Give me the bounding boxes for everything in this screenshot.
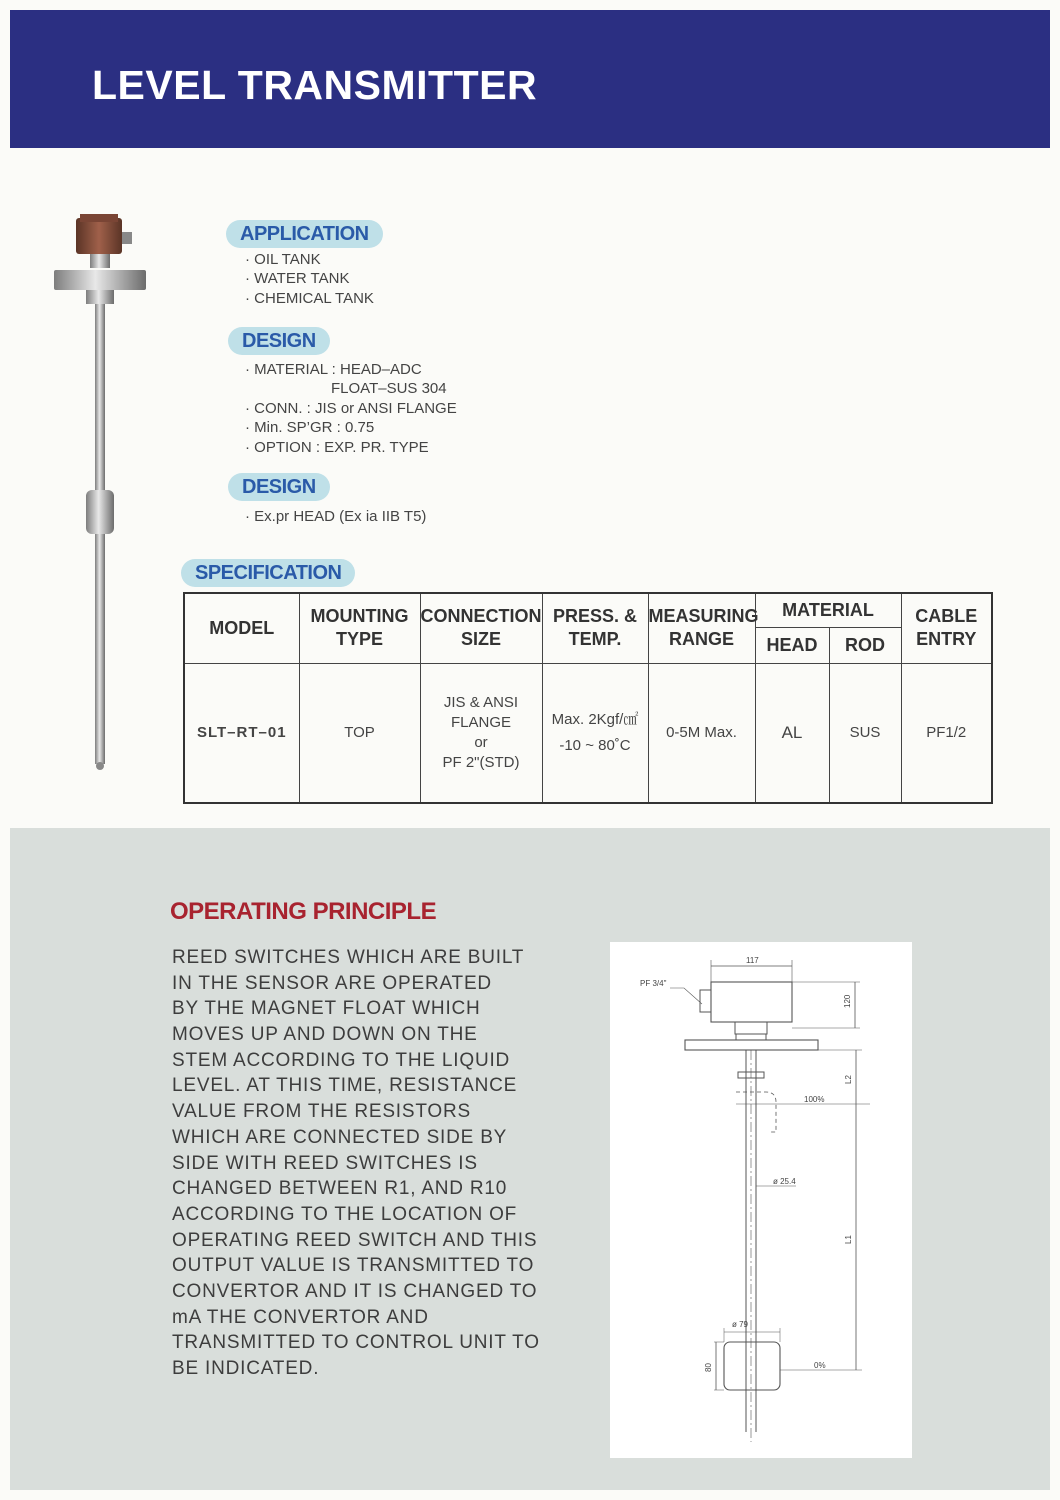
header-measuring-range <box>648 593 759 663</box>
text-line: LEVEL. AT THIS TIME, RESISTANCE <box>172 1075 518 1097</box>
application-list <box>245 250 374 308</box>
dim-head: 120 <box>843 994 852 1008</box>
text-line: SIDE WITH REED SWITCHES IS <box>172 1152 478 1174</box>
design-label: DESIGN <box>228 327 330 355</box>
drawing-svg <box>610 942 912 1458</box>
text-line: OUTPUT VALUE IS TRANSMITTED TO <box>172 1255 535 1277</box>
cell-model: SLT–RT–01 <box>184 663 299 803</box>
list-item: · OPTION : EXP. PR. TYPE <box>245 438 429 456</box>
header-line: TYPE <box>335 629 383 650</box>
text-line: VALUE FROM THE RESISTORS <box>172 1101 471 1123</box>
cell-line: JIS & ANSI <box>443 693 519 711</box>
text-line: REED SWITCHES WHICH ARE BUILT <box>172 947 525 968</box>
header-model: MODEL <box>184 593 299 663</box>
level-full-label: 100% <box>804 1095 825 1104</box>
dim-l2: L2 <box>844 1075 853 1084</box>
header-press-temp <box>542 593 648 663</box>
text-line: CONVERTOR AND IT IS CHANGED TO <box>172 1280 538 1302</box>
header-rod: ROD <box>829 627 901 663</box>
header-line: PRESS. & <box>552 606 638 627</box>
header-head: HEAD <box>755 627 829 663</box>
text-line: CHANGED BETWEEN R1, AND R10 <box>172 1178 508 1200</box>
list-item: · CONN. : JIS or ANSI FLANGE <box>245 399 457 417</box>
text-line: OPERATING REED SWITCH AND THIS <box>172 1229 538 1251</box>
cell-line: PF 2"(STD) <box>442 753 520 771</box>
list-item: · CHEMICAL TANK <box>245 289 374 307</box>
cell-head: AL <box>755 663 829 803</box>
cell-line: or <box>474 733 488 751</box>
operating-title: OPERATING PRINCIPLE <box>170 898 437 925</box>
text-line: ACCORDING TO THE LOCATION OF <box>172 1203 518 1225</box>
text-line: BY THE MAGNET FLOAT WHICH <box>172 998 481 1020</box>
design-exproof-label: DESIGN <box>228 473 330 501</box>
header-line: RANGE <box>668 629 734 650</box>
title-banner <box>10 10 1050 148</box>
text-line: MOVES UP AND DOWN ON THE <box>172 1024 478 1046</box>
text-line: STEM ACCORDING TO THE LIQUID <box>172 1049 511 1071</box>
text-line: TRANSMITTED TO CONTROL UNIT TO <box>172 1332 540 1354</box>
header-cable-entry <box>901 593 992 663</box>
header-material: MATERIAL <box>755 593 901 627</box>
list-item: · WATER TANK <box>245 270 350 288</box>
list-item: · MATERIAL : HEAD–ADC <box>245 361 422 378</box>
cell-line: -10 ~ 80˚C <box>559 736 631 754</box>
rod-diameter: ø 25.4 <box>773 1177 796 1186</box>
dimension-drawing <box>610 942 912 1458</box>
header-line: CONNECTION <box>420 606 542 627</box>
dim-width: 117 <box>746 956 759 965</box>
cell-connection <box>420 663 542 803</box>
list-item: · OIL TANK <box>245 251 321 268</box>
specification-table <box>183 592 993 804</box>
header-line: TEMP. <box>568 629 622 650</box>
thread-label: PF 3/4" <box>640 979 667 988</box>
header-mounting-type <box>299 593 420 663</box>
page-title: LEVEL TRANSMITTER <box>92 62 538 108</box>
header-line: SIZE <box>460 629 501 650</box>
design-list <box>245 360 457 457</box>
cell-mounting: TOP <box>299 663 420 803</box>
header-line: MEASURING <box>648 606 759 627</box>
text-line: IN THE SENSOR ARE OPERATED <box>172 972 492 994</box>
list-item <box>245 379 457 398</box>
list-item-continuation: FLOAT–SUS 304 <box>331 380 447 398</box>
list-item: · Min. SP’GR : 0.75 <box>245 419 375 437</box>
application-label: APPLICATION <box>226 220 383 248</box>
cell-cable: PF1/2 <box>901 663 992 803</box>
dim-l1: L1 <box>844 1235 853 1244</box>
cell-rod: SUS <box>829 663 901 803</box>
specification-label: SPECIFICATION <box>181 559 355 587</box>
operating-text <box>172 945 552 1382</box>
float-diameter: ø 79 <box>732 1320 749 1329</box>
header-line: CABLE <box>915 606 978 627</box>
design-exproof-list <box>245 507 426 526</box>
header-line: MOUNTING <box>310 606 409 627</box>
text-line: WHICH ARE CONNECTED SIDE BY <box>172 1126 508 1148</box>
level-empty-label: 0% <box>814 1361 826 1370</box>
text-line: BE INDICATED. <box>172 1358 320 1379</box>
cell-line: Max. 2Kgf/㎠ <box>551 710 639 728</box>
cell-press-temp <box>542 663 648 803</box>
header-connection-size <box>420 593 542 663</box>
dim-float-height: 80 <box>704 1363 713 1372</box>
cell-line: FLANGE <box>450 713 511 731</box>
product-photo <box>50 210 150 780</box>
cell-range: 0-5M Max. <box>648 663 755 803</box>
list-item: · Ex.pr HEAD (Ex ia IIB T5) <box>245 508 427 525</box>
header-line: ENTRY <box>916 629 977 650</box>
table-row <box>184 663 992 803</box>
text-line: mA THE CONVERTOR AND <box>172 1306 429 1328</box>
